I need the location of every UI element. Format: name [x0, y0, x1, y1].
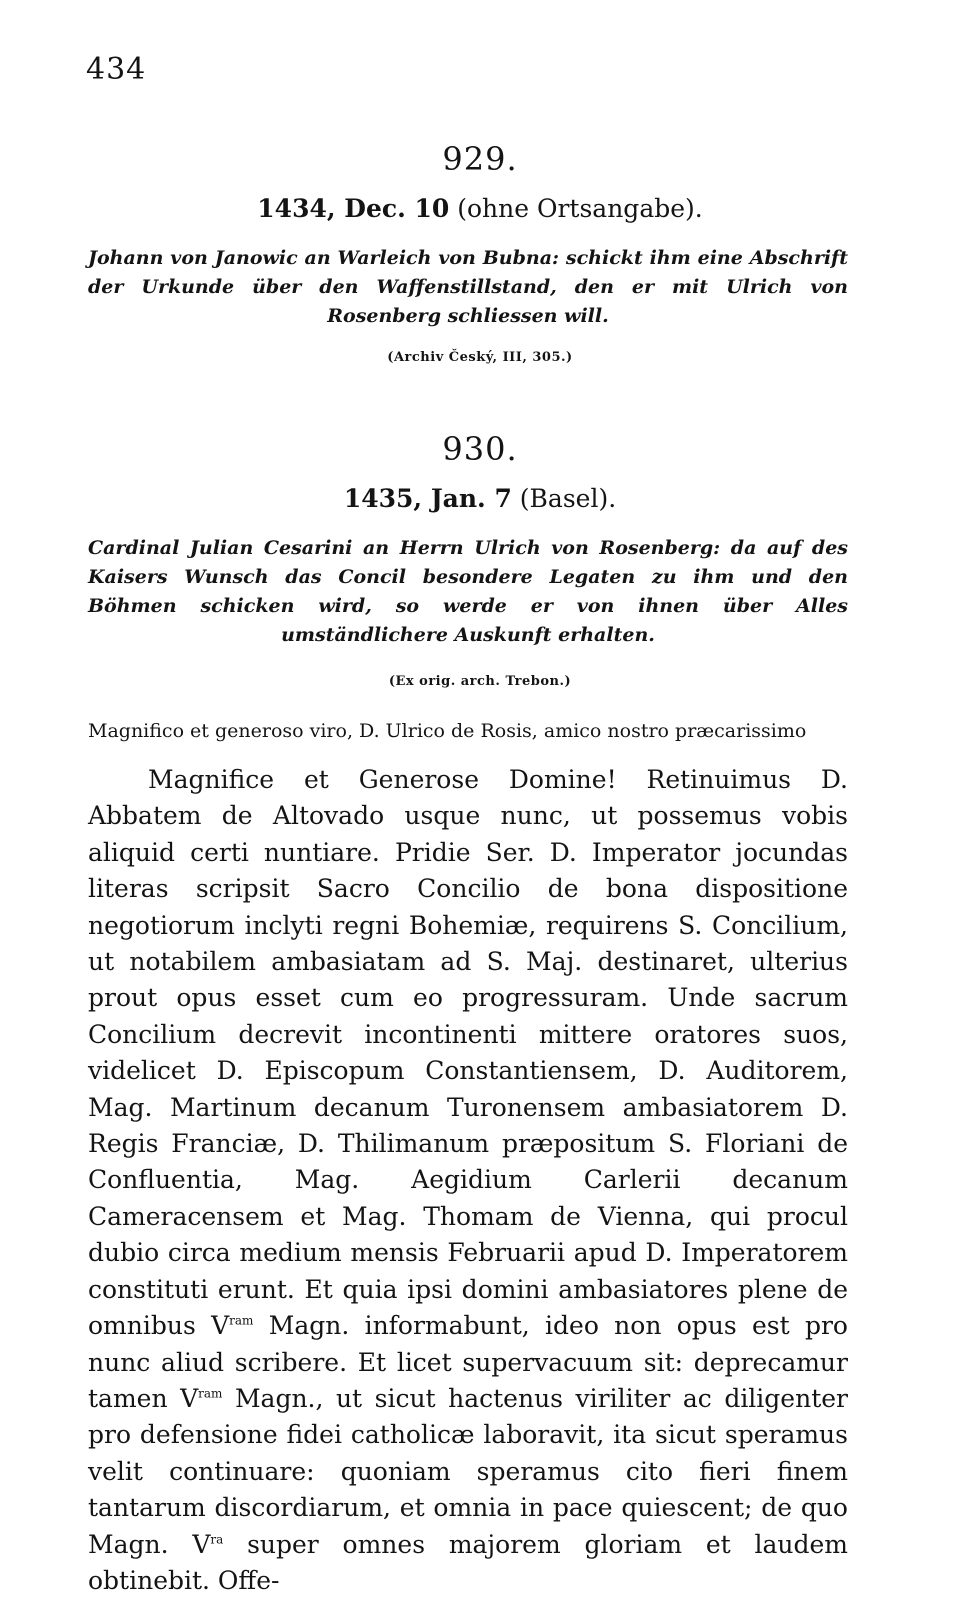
entry-date — [0, 194, 960, 223]
letter-text: super omnes majorem gloriam et laudem obtinebit. Offe- — [88, 1529, 848, 1595]
entry-date — [0, 484, 960, 513]
entry-source: (Archiv Český, III, 305.) — [387, 350, 573, 365]
entry-summary: Cardinal Julian Cesarini an Herrn Ulrich von Rosenberg: da auf des Kaisers Wunsch das Concil besondere Legaten zu ihm und den Böhmen schicken wird, so werde er von ihnen über Alles umständlichere Auskunft erhalten. — [88, 537, 848, 646]
letter-text: Magn. informabunt, ideo non opus est pro nunc aliud scribere. Et licet supervacuum sit: deprecamur tamen V — [88, 1311, 848, 1413]
superscript: ram — [198, 1386, 223, 1401]
entry-number: 930. — [442, 430, 518, 468]
letter-text: Magnifice et Generose Domine! Retinuimus D. Abbatem de Altovado usque nunc, ut possemus vobis aliquid certi nuntiare. Pridie Ser. D. Imperator jocundas literas scripsit Sacro Concilio de bona dispositione negotiorum inclyti regni Bohemiæ, requirens S. Concilium, ut notabilem ambasiatam ad S. Maj. destinaret, ulterius prout opus esset cum eo progressuram. Unde sacrum Concilium decrevit incontinenti mittere oratores suos, videlicet D. Episcopum Constantiensem, D. Auditorem, Mag. Martinum decanum Turonensem ambasiatorem D. Regis Franciæ, D. Thilimanum præpositum S. Floriani de Confluentia, Mag. Aegidium Carlerii decanum Cameracensem et Mag. Thomam de Vienna, qui procul dubio circa medium mensis Februarii apud D. Imperatorem constituti erunt. Et quia ipsi domini ambasiatores plene de omnibus V — [88, 765, 848, 1341]
entry-summary: Johann von Janowic an Warleich von Bubna: schickt ihm eine Abschrift der Urkunde über den Waffenstillstand, den er mit Ulrich von Rosenberg schliessen will. — [88, 247, 848, 327]
page-number: 434 — [86, 52, 147, 87]
entry-date-bold: 1435, Jan. 7 — [343, 484, 512, 513]
letter-address: Magnifico et generoso viro, D. Ulrico de Rosis, amico nostro præcarissimo — [88, 720, 807, 742]
letter-text: Magn., ut sicut hactenus viriliter ac diligenter pro defensione fidei catholicæ laboravit, ita sicut speramus velit continuare: quoniam speramus cito fieri finem tantarum discordiarum, et omnia in pace quiescent; de quo Magn. V — [88, 1383, 848, 1559]
entry-place: (Basel). — [519, 484, 617, 513]
entry-place: (ohne Ortsangabe). — [457, 194, 703, 223]
entry-date-bold: 1434, Dec. 10 — [257, 194, 450, 223]
entry-number: 929. — [442, 140, 518, 178]
entry-source: (Ex orig. arch. Trebon.) — [388, 674, 572, 689]
superscript: ra — [210, 1532, 224, 1547]
letter-body — [88, 762, 848, 1599]
superscript: ram — [229, 1313, 254, 1328]
